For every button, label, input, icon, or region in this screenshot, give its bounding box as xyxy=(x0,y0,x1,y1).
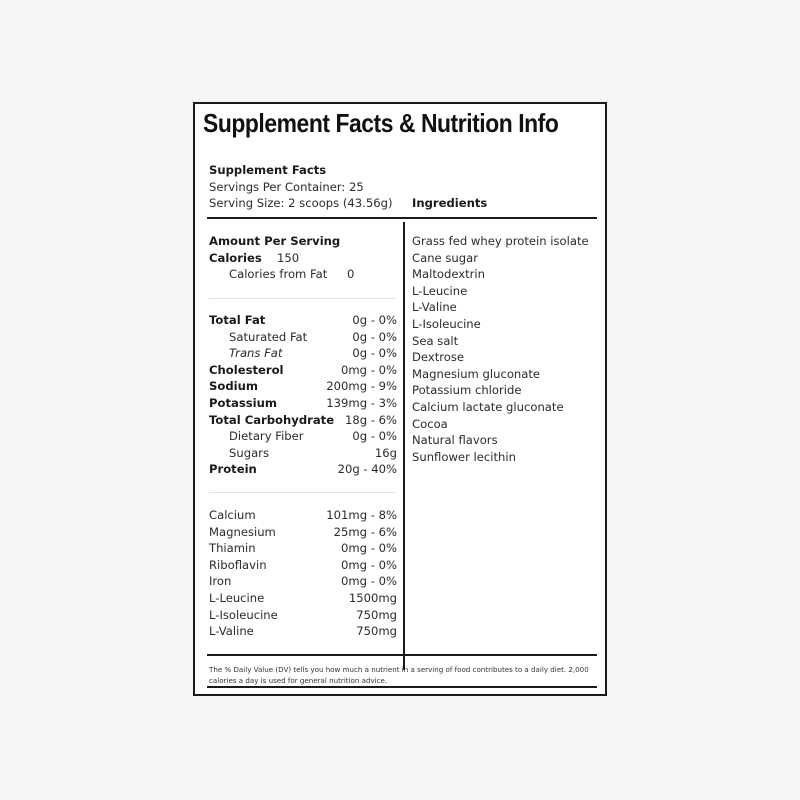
nutrient-label: Total Fat xyxy=(209,313,266,327)
nutrient-label: Sugars xyxy=(229,445,269,460)
nutrient-row xyxy=(209,378,397,395)
nutrient-value: 0mg - 0% xyxy=(341,557,397,572)
ingredient-item: Grass fed whey protein isolate xyxy=(412,234,589,248)
nutrient-value: 0g - 0% xyxy=(352,329,397,344)
nutrient-row xyxy=(209,345,397,362)
nutrient-row xyxy=(209,461,397,478)
nutrient-value: 0mg - 0% xyxy=(341,574,397,589)
nutrient-label: Cholesterol xyxy=(209,362,284,377)
nutrient-value: 18g - 6% xyxy=(344,412,397,427)
column-divider xyxy=(403,222,405,670)
nutrient-label: Sodium xyxy=(209,379,258,394)
footer-divider xyxy=(207,654,597,656)
calories-label: Calories xyxy=(209,251,262,265)
nutrient-value: 25mg - 6% xyxy=(333,524,397,539)
nutrient-value: 139mg - 3% xyxy=(326,396,397,410)
nutrient-value: 0g - 0% xyxy=(352,313,397,327)
nutrient-label: Total Carbohydrate xyxy=(209,412,335,427)
amount-per-serving: Amount Per Serving xyxy=(209,234,341,248)
nutrient-value: 1500mg xyxy=(348,591,397,605)
nutrient-value: 16g xyxy=(374,445,397,460)
nutrient-label: Dietary Fiber xyxy=(229,429,304,444)
nutrient-row xyxy=(209,395,397,412)
servings-per-container: Servings Per Container: 25 xyxy=(209,180,364,194)
nutrient-label: Calcium xyxy=(209,508,256,522)
ingredient-item: L-Leucine xyxy=(412,283,468,298)
nutrient-row xyxy=(209,590,397,607)
nutrient-label: Trans Fat xyxy=(229,346,283,361)
ingredient-item: Magnesium gluconate xyxy=(412,366,541,381)
nutrient-value: 0g - 0% xyxy=(352,346,397,361)
nutrient-value: 20g - 40% xyxy=(337,462,397,477)
nutrient-label: Thiamin xyxy=(209,541,256,556)
calories-from-fat-value: 0 xyxy=(347,267,355,281)
ingredient-item: Cane sugar xyxy=(412,250,478,265)
serving-size: Serving Size: 2 scoops (43.56g) xyxy=(209,196,393,210)
calories-value: 150 xyxy=(277,251,300,265)
nutrient-label: L-Leucine xyxy=(209,591,265,605)
nutrient-value: 750mg xyxy=(356,624,397,639)
ingredient-item: Sunflower lecithin xyxy=(412,449,516,464)
ingredient-item: Natural flavors xyxy=(412,433,498,448)
facts-heading: Supplement Facts xyxy=(209,163,327,177)
ingredient-item: Cocoa xyxy=(412,416,448,431)
nutrient-value: 0g - 0% xyxy=(352,429,397,444)
nutrient-value: 750mg xyxy=(356,607,397,622)
nutrient-row xyxy=(209,428,397,445)
nutrient-label: L-Isoleucine xyxy=(209,607,278,622)
nutrient-row xyxy=(209,540,397,557)
nutrient-row xyxy=(209,329,397,346)
nutrient-row xyxy=(209,412,397,429)
ingredient-item: Potassium chloride xyxy=(412,383,522,398)
nutrient-label: Potassium xyxy=(209,396,277,410)
nutrient-label: Protein xyxy=(209,462,257,477)
calories-from-fat-label: Calories from Fat xyxy=(229,267,328,281)
nutrient-row xyxy=(209,557,397,574)
nutrition-panel xyxy=(193,102,607,696)
page-title: Supplement Facts & Nutrition Info xyxy=(203,108,559,138)
section-divider xyxy=(209,298,396,299)
nutrient-row xyxy=(209,623,397,640)
section-divider xyxy=(209,492,396,493)
nutrient-row xyxy=(209,362,397,379)
daily-value-footnote: The % Daily Value (DV) tells you how much a nutrient in a serving of food contributes to a daily diet. 2,000 calories a day is used for general nutrition advice. xyxy=(209,665,589,685)
nutrient-value: 0mg - 0% xyxy=(341,541,397,556)
nutrient-label: Iron xyxy=(209,574,232,589)
nutrient-row xyxy=(209,445,397,462)
ingredient-item: Calcium lactate gluconate xyxy=(412,400,564,414)
nutrient-label: Riboflavin xyxy=(209,557,267,572)
nutrient-value: 101mg - 8% xyxy=(326,508,397,522)
nutrient-label: Magnesium xyxy=(209,524,276,539)
nutrient-value: 200mg - 9% xyxy=(326,379,397,394)
ingredient-item: L-Isoleucine xyxy=(412,317,481,331)
nutrient-label: L-Valine xyxy=(209,624,254,639)
ingredient-item: Maltodextrin xyxy=(412,267,485,282)
header-divider xyxy=(207,217,597,219)
nutrient-row xyxy=(209,312,397,329)
nutrient-label: Saturated Fat xyxy=(229,329,308,344)
ingredient-item: Dextrose xyxy=(412,350,465,365)
nutrient-row xyxy=(209,507,397,524)
ingredient-item: Sea salt xyxy=(412,333,459,348)
bottom-divider xyxy=(207,686,597,688)
nutrient-value: 0mg - 0% xyxy=(341,362,397,377)
ingredient-item: L-Valine xyxy=(412,300,457,315)
nutrient-row xyxy=(209,573,397,590)
nutrient-row xyxy=(209,524,397,541)
nutrient-row xyxy=(209,607,397,624)
ingredients-heading: Ingredients xyxy=(412,196,488,210)
